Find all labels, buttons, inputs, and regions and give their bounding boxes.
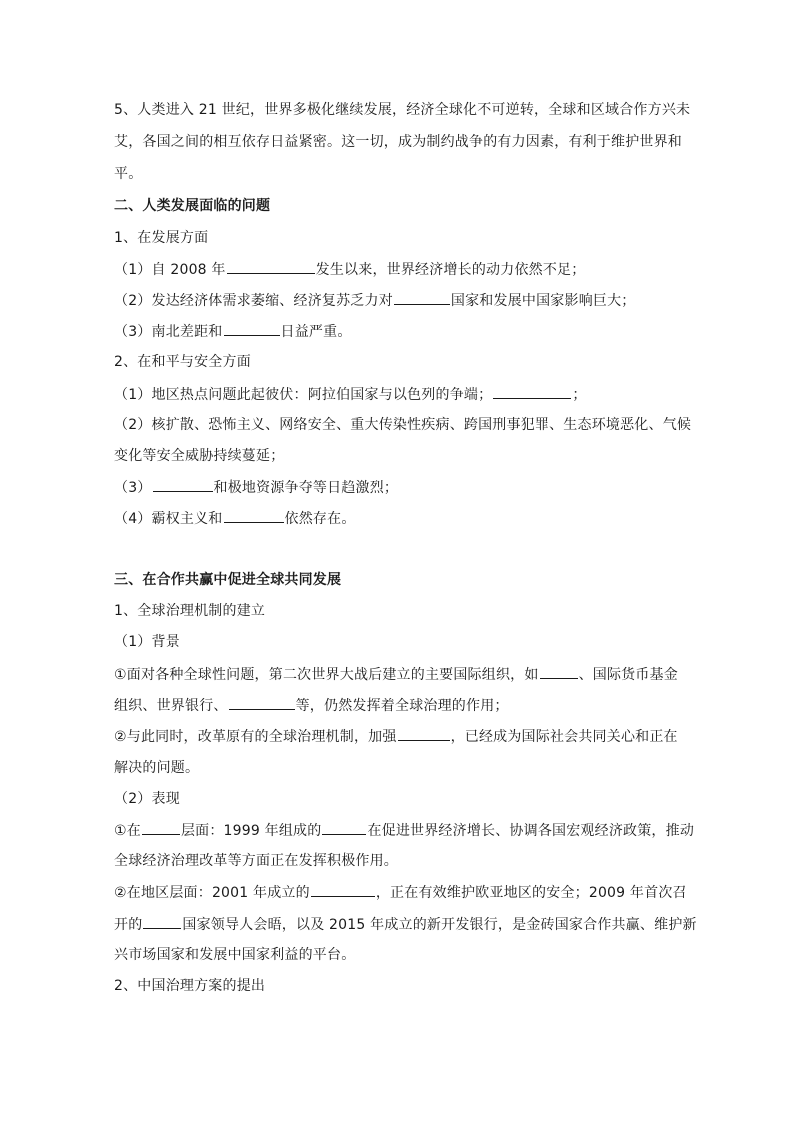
section-heading	[114, 570, 341, 590]
line-text: （3）	[114, 480, 152, 496]
line-text: 层面：1999 年组成的	[180, 823, 322, 839]
line-text: 日益严重。	[280, 324, 352, 340]
line-text: 2、在和平与安全方面	[114, 354, 251, 370]
answer-blank[interactable]	[493, 384, 571, 399]
paragraph-line	[114, 100, 690, 120]
line-text: （3）南北差距和	[114, 324, 223, 340]
line-text: 等，仍然发挥着全球治理的作用；	[295, 698, 509, 714]
answer-blank[interactable]	[540, 664, 578, 679]
line-text: 5、人类进入 21 世纪，世界多极化继续发展，经济全球化不可逆转，全球和区域合作方兴未	[114, 102, 691, 118]
line-text: ；	[572, 387, 587, 403]
fill-in-item	[114, 508, 356, 529]
line-text: 二、人类发展面临的问题	[114, 198, 271, 214]
paragraph-line	[114, 132, 682, 152]
fill-in-item	[114, 477, 398, 498]
line-text: ②与此同时，改革原有的全球治理机制，加强	[114, 729, 397, 745]
fill-in-item	[114, 664, 678, 685]
line-text: （1）自 2008 年	[114, 262, 226, 278]
line-text: ②在地区层面：2001 年成立的	[114, 885, 310, 901]
paragraph-line	[114, 632, 180, 652]
paragraph-line	[114, 851, 398, 871]
line-text: 国家领导人会晤，以及 2015 年成立的新开发银行，是金砖国家合作共赢、维护新	[182, 917, 697, 933]
line-text: （2）表现	[114, 791, 180, 807]
answer-blank[interactable]	[311, 882, 375, 897]
answer-blank[interactable]	[227, 259, 315, 274]
line-text: 在促进世界经济增长、协调各国宏观经济政策，推动	[367, 823, 695, 839]
paragraph-line	[114, 415, 691, 435]
line-text: 2、中国治理方案的提出	[114, 978, 266, 994]
line-text: 国家和发展中国家影响巨大；	[450, 293, 636, 309]
line-text: 平。	[114, 166, 143, 182]
line-text: 开的	[114, 917, 143, 933]
line-text: ①面对各种全球性问题，第二次世界大战后建立的主要国际组织，如	[114, 667, 539, 683]
subsection-heading	[114, 228, 208, 248]
line-text: 1、全球治理机制的建立	[114, 603, 266, 619]
line-text: （2）核扩散、恐怖主义、网络安全、重大传染性疾病、跨国刑事犯罪、生态环境恶化、气候	[114, 417, 692, 433]
answer-blank[interactable]	[143, 914, 181, 929]
paragraph-line	[114, 789, 180, 809]
subsection-heading	[114, 601, 265, 621]
subsection-heading	[114, 976, 265, 996]
line-text: ①在	[114, 823, 141, 839]
line-text: （1）背景	[114, 634, 180, 650]
fill-in-item	[114, 820, 694, 841]
fill-in-item	[114, 290, 636, 311]
fill-in-item	[114, 882, 687, 903]
fill-in-item	[114, 321, 352, 342]
line-text: 全球经济治理改革等方面正在发挥积极作用。	[114, 853, 398, 869]
answer-blank[interactable]	[394, 290, 450, 305]
line-text: 兴市场国家和发展中国家利益的平台。	[114, 947, 356, 963]
answer-blank[interactable]	[322, 820, 366, 835]
section-heading	[114, 196, 270, 216]
answer-blank[interactable]	[224, 508, 284, 523]
fill-in-item	[114, 259, 585, 280]
subsection-heading	[114, 352, 251, 372]
fill-in-item	[114, 384, 587, 405]
line-text: 艾，各国之间的相互依存日益紧密。这一切，成为制约战争的有力因素，有利于维护世界和	[114, 134, 682, 150]
paragraph-line	[114, 446, 284, 466]
line-text: ，已经成为国际社会共同关心和正在	[450, 729, 678, 745]
line-text: 、国际货币基金	[578, 667, 678, 683]
fill-in-item	[114, 914, 697, 935]
paragraph-line	[114, 758, 199, 778]
paragraph-line	[114, 164, 142, 184]
line-text: （2）发达经济体需求萎缩、经济复苏乏力对	[114, 293, 393, 309]
paragraph-line	[114, 945, 355, 965]
answer-blank[interactable]	[142, 820, 180, 835]
fill-in-item	[114, 726, 678, 747]
line-text: ，正在有效维护欧亚地区的安全；2009 年首次召	[375, 885, 687, 901]
line-text: 发生以来，世界经济增长的动力依然不足；	[315, 262, 586, 278]
answer-blank[interactable]	[224, 321, 280, 336]
line-text: 依然存在。	[284, 511, 356, 527]
answer-blank[interactable]	[398, 726, 450, 741]
answer-blank[interactable]	[229, 695, 295, 710]
line-text: 解决的问题。	[114, 760, 200, 776]
line-text: 三、在合作共赢中促进全球共同发展	[114, 572, 342, 588]
fill-in-item	[114, 695, 509, 716]
line-text: （1）地区热点问题此起彼伏：阿拉伯国家与以色列的争端；	[114, 387, 493, 403]
line-text: （4）霸权主义和	[114, 511, 223, 527]
line-text: 组织、世界银行、	[114, 698, 228, 714]
line-text: 和极地资源争夺等日趋激烈；	[213, 480, 399, 496]
line-text: 1、在发展方面	[114, 230, 209, 246]
line-text: 变化等安全威胁持续蔓延；	[114, 448, 285, 464]
answer-blank[interactable]	[153, 477, 213, 492]
